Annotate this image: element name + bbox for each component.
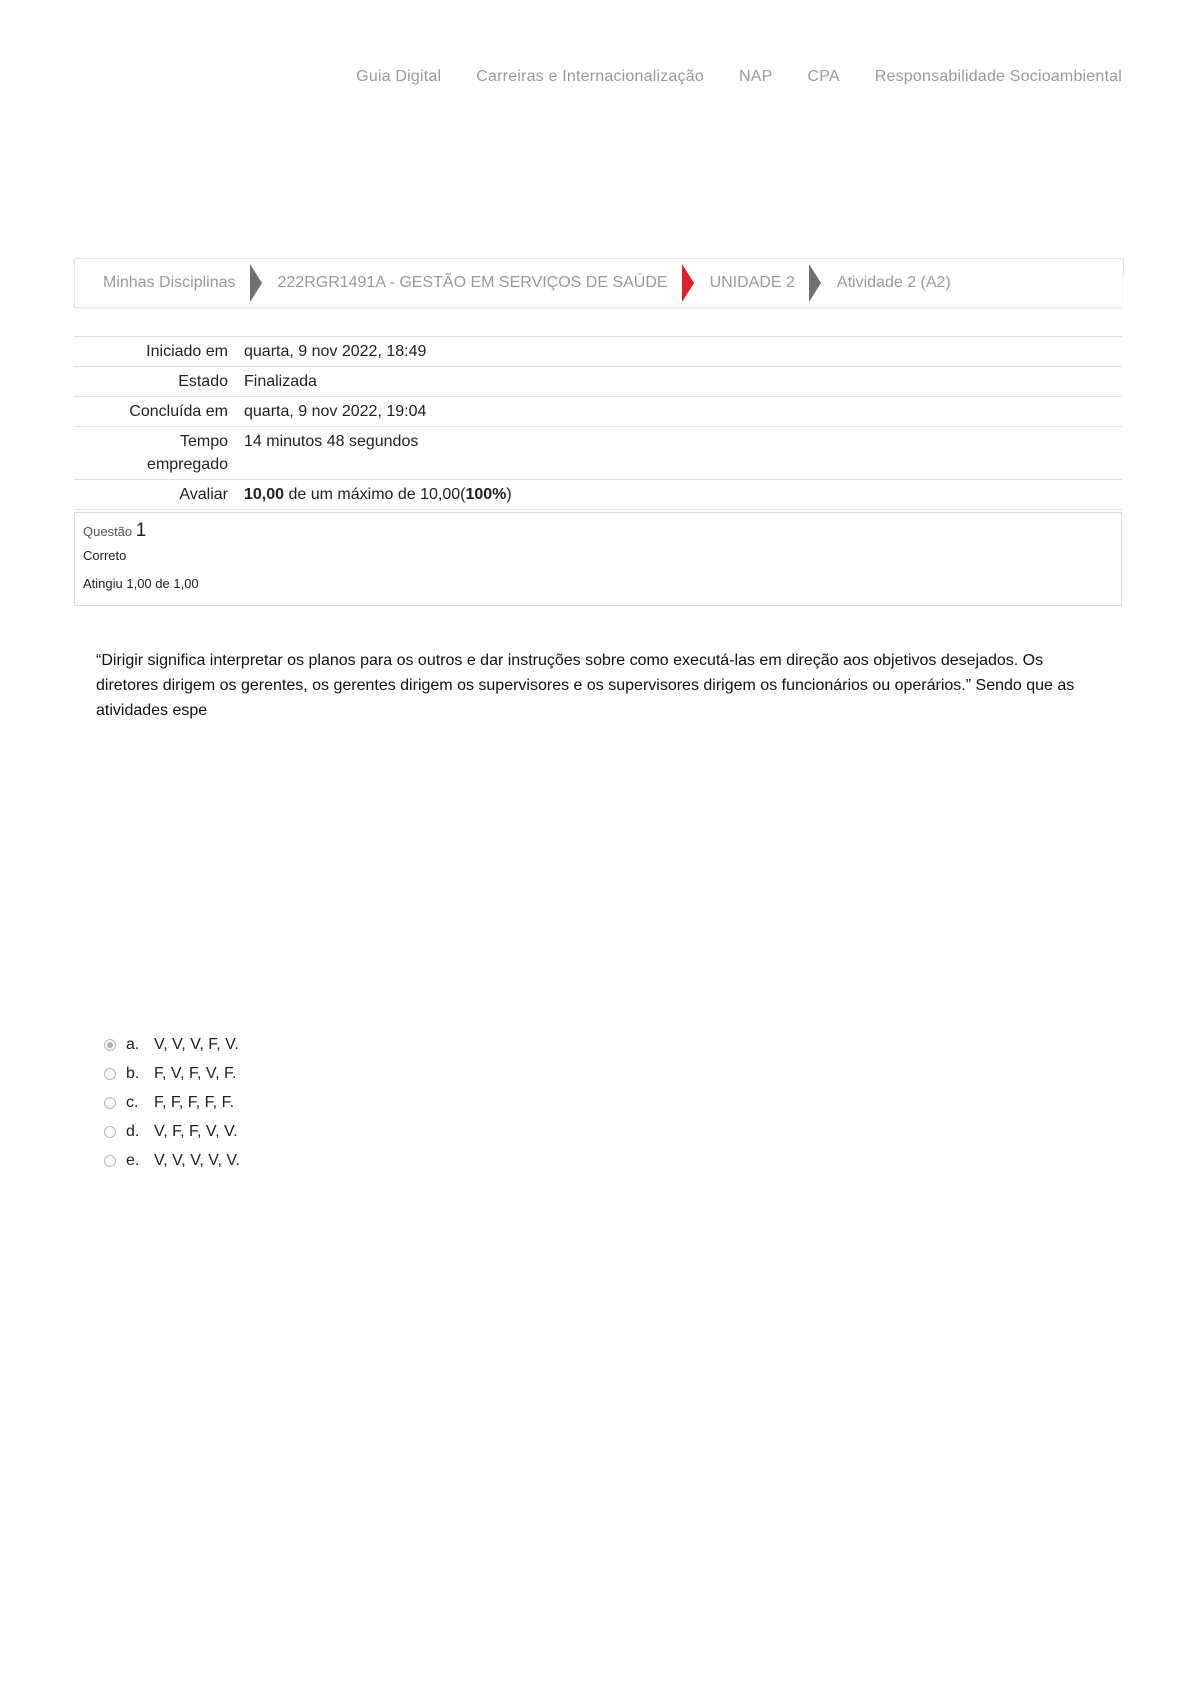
question-state: Correto (83, 548, 127, 563)
summary-row-time (74, 427, 1122, 480)
radio-button-checked[interactable] (104, 1039, 116, 1051)
breadcrumb (74, 258, 1122, 308)
answer-letter: c. (126, 1093, 139, 1111)
question-label: Questão (83, 524, 133, 539)
summary-row-started (74, 337, 1122, 367)
answer-list (104, 1030, 240, 1175)
attempt-summary-table (74, 336, 1122, 510)
question-info-box (74, 512, 1122, 606)
summary-label: Estado (178, 373, 228, 390)
summary-label-line: Tempo (179, 433, 228, 450)
answer-text: F, V, F, V, F. (154, 1064, 237, 1082)
summary-label: Avaliar (179, 486, 228, 503)
grade-percent: 100% (465, 486, 507, 503)
nav-link-carreiras[interactable]: Carreiras e Internacionalização (476, 68, 704, 85)
answer-option-a[interactable] (104, 1030, 240, 1059)
answer-text: V, V, V, F, V. (154, 1035, 239, 1053)
breadcrumb-edge (1121, 258, 1124, 276)
answer-option-b[interactable] (104, 1059, 240, 1088)
question-number (83, 521, 1113, 542)
radio-button[interactable] (104, 1155, 116, 1167)
nav-link-guia-digital[interactable]: Guia Digital (356, 68, 442, 85)
breadcrumb-item-atividade[interactable]: Atividade 2 (A2) (836, 274, 951, 291)
summary-value: quarta, 9 nov 2022, 19:04 (244, 403, 427, 420)
answer-option-e[interactable] (104, 1146, 240, 1175)
grade-middle: de um máximo de 10,00( (284, 486, 466, 503)
summary-value: quarta, 9 nov 2022, 18:49 (244, 343, 427, 360)
question-grade: Atingiu 1,00 de 1,00 (83, 576, 199, 591)
answer-option-c[interactable] (104, 1088, 240, 1117)
summary-label: Iniciado em (146, 343, 228, 360)
radio-button[interactable] (104, 1126, 116, 1138)
grade-score: 10,00 (244, 486, 285, 503)
radio-button[interactable] (104, 1068, 116, 1080)
answer-letter: d. (126, 1122, 140, 1140)
question-text: “Dirigir significa interpretar os planos para os outros e dar instruções sobre como executá-las em direção aos objetivos desejados. Os diretores dirigem os gerentes, os gerentes dirigem os supervisores e os supervisores dirigem os funcionários ou operários.” Sendo que as atividades espe (96, 652, 1075, 719)
answer-letter: b. (126, 1064, 140, 1082)
summary-row-state (74, 367, 1122, 397)
grade-end: ) (506, 486, 512, 503)
summary-row-completed (74, 397, 1122, 427)
summary-value: 14 minutos 48 segundos (244, 433, 419, 450)
radio-button[interactable] (104, 1097, 116, 1109)
question-number-value: 1 (135, 520, 147, 541)
breadcrumb-item-unidade[interactable]: UNIDADE 2 (709, 274, 795, 291)
breadcrumb-arrow-icon (809, 264, 821, 302)
top-navigation (356, 68, 1122, 86)
summary-value (244, 480, 1122, 510)
summary-label-line: empregado (147, 456, 228, 473)
nav-link-nap[interactable]: NAP (738, 68, 773, 85)
answer-letter: e. (126, 1151, 140, 1169)
answer-text: V, F, F, V, V. (154, 1122, 238, 1140)
breadcrumb-item-minhas-disciplinas[interactable]: Minhas Disciplinas (103, 274, 236, 291)
summary-row-grade (74, 480, 1122, 510)
breadcrumb-arrow-icon (682, 264, 694, 302)
breadcrumb-arrow-icon (250, 264, 262, 302)
answer-text: F, F, F, F, F. (154, 1093, 235, 1111)
summary-value: Finalizada (244, 373, 317, 390)
answer-text: V, V, V, V, V. (154, 1151, 241, 1169)
summary-label (74, 427, 244, 480)
breadcrumb-item-course[interactable]: 222RGR1491A - GESTÃO EM SERVIÇOS DE SAÚDE (277, 274, 668, 291)
answer-letter: a. (126, 1035, 140, 1053)
answer-option-d[interactable] (104, 1117, 240, 1146)
summary-label: Concluída em (129, 403, 228, 420)
nav-link-responsabilidade[interactable]: Responsabilidade Socioambiental (874, 68, 1122, 85)
nav-link-cpa[interactable]: CPA (807, 68, 840, 85)
